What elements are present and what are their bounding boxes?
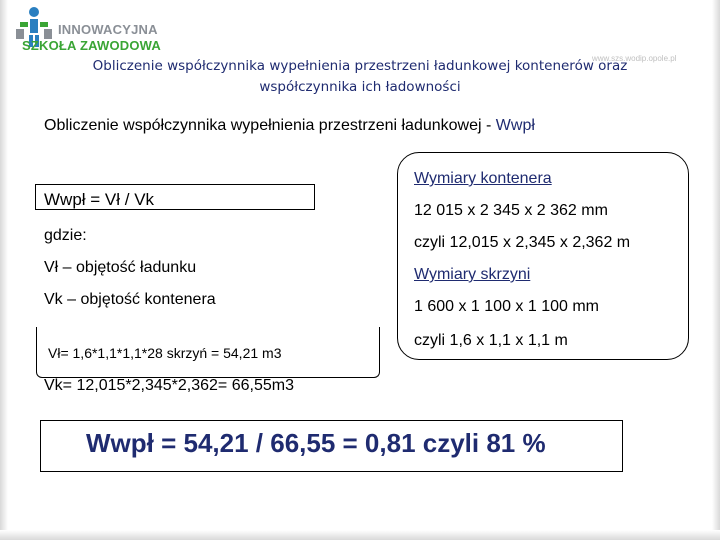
container-dimensions-mm: 12 015 x 2 345 x 2 362 mm: [414, 202, 608, 219]
formula-text: Wwpł = Vł / Vk: [44, 190, 155, 209]
crate-dimensions-heading: Wymiary skrzyni: [414, 266, 531, 283]
slide-shadow-left: [0, 0, 8, 540]
result-text: Wwpł = 54,21 / 66,55 = 0,81 czyli 81 %: [86, 428, 546, 458]
calculation-container-volume: Vk= 12,015*2,345*2,362= 66,55m3: [44, 377, 294, 394]
subtitle-highlight: Wwpł: [495, 117, 535, 134]
school-logo: [6, 4, 162, 54]
slide-shadow-right: [712, 0, 720, 540]
slide-shadow-bottom: [0, 530, 720, 540]
logo-text-top: INNOWACYJNA: [58, 22, 158, 37]
container-dimensions-m: czyli 12,015 x 2,345 x 2,362 m: [414, 234, 631, 251]
definition-container-volume: Vk – objętość kontenera: [44, 291, 216, 308]
header-line-1: Obliczenie współczynnika wypełnienia przestrzeni ładunkowej kontenerów oraz: [92, 58, 628, 74]
logo-text-bottom: SZKOŁA ZAWODOWA: [22, 38, 162, 53]
slide-header: [40, 56, 680, 98]
where-label: gdzie:: [44, 227, 87, 244]
watermark-url: www.szs.wodip.opole.pl: [592, 54, 677, 63]
definition-load-volume: Vł – objętość ładunku: [44, 259, 197, 276]
crate-dimensions-mm: 1 600 x 1 100 x 1 100 mm: [414, 298, 599, 315]
slide-subtitle: [44, 117, 535, 135]
subtitle-text: Obliczenie współczynnika wypełnienia przestrzeni ładunkowej -: [44, 117, 496, 134]
crate-dimensions-m: czyli 1,6 x 1,1 x 1,1 m: [414, 332, 568, 349]
container-dimensions-heading: Wymiary kontenera: [414, 170, 552, 187]
calculation-load-volume: Vł= 1,6*1,1*1,1*28 skrzyń = 54,21 m3: [48, 345, 282, 361]
header-line-2: współczynnika ich ładowności: [259, 79, 461, 95]
